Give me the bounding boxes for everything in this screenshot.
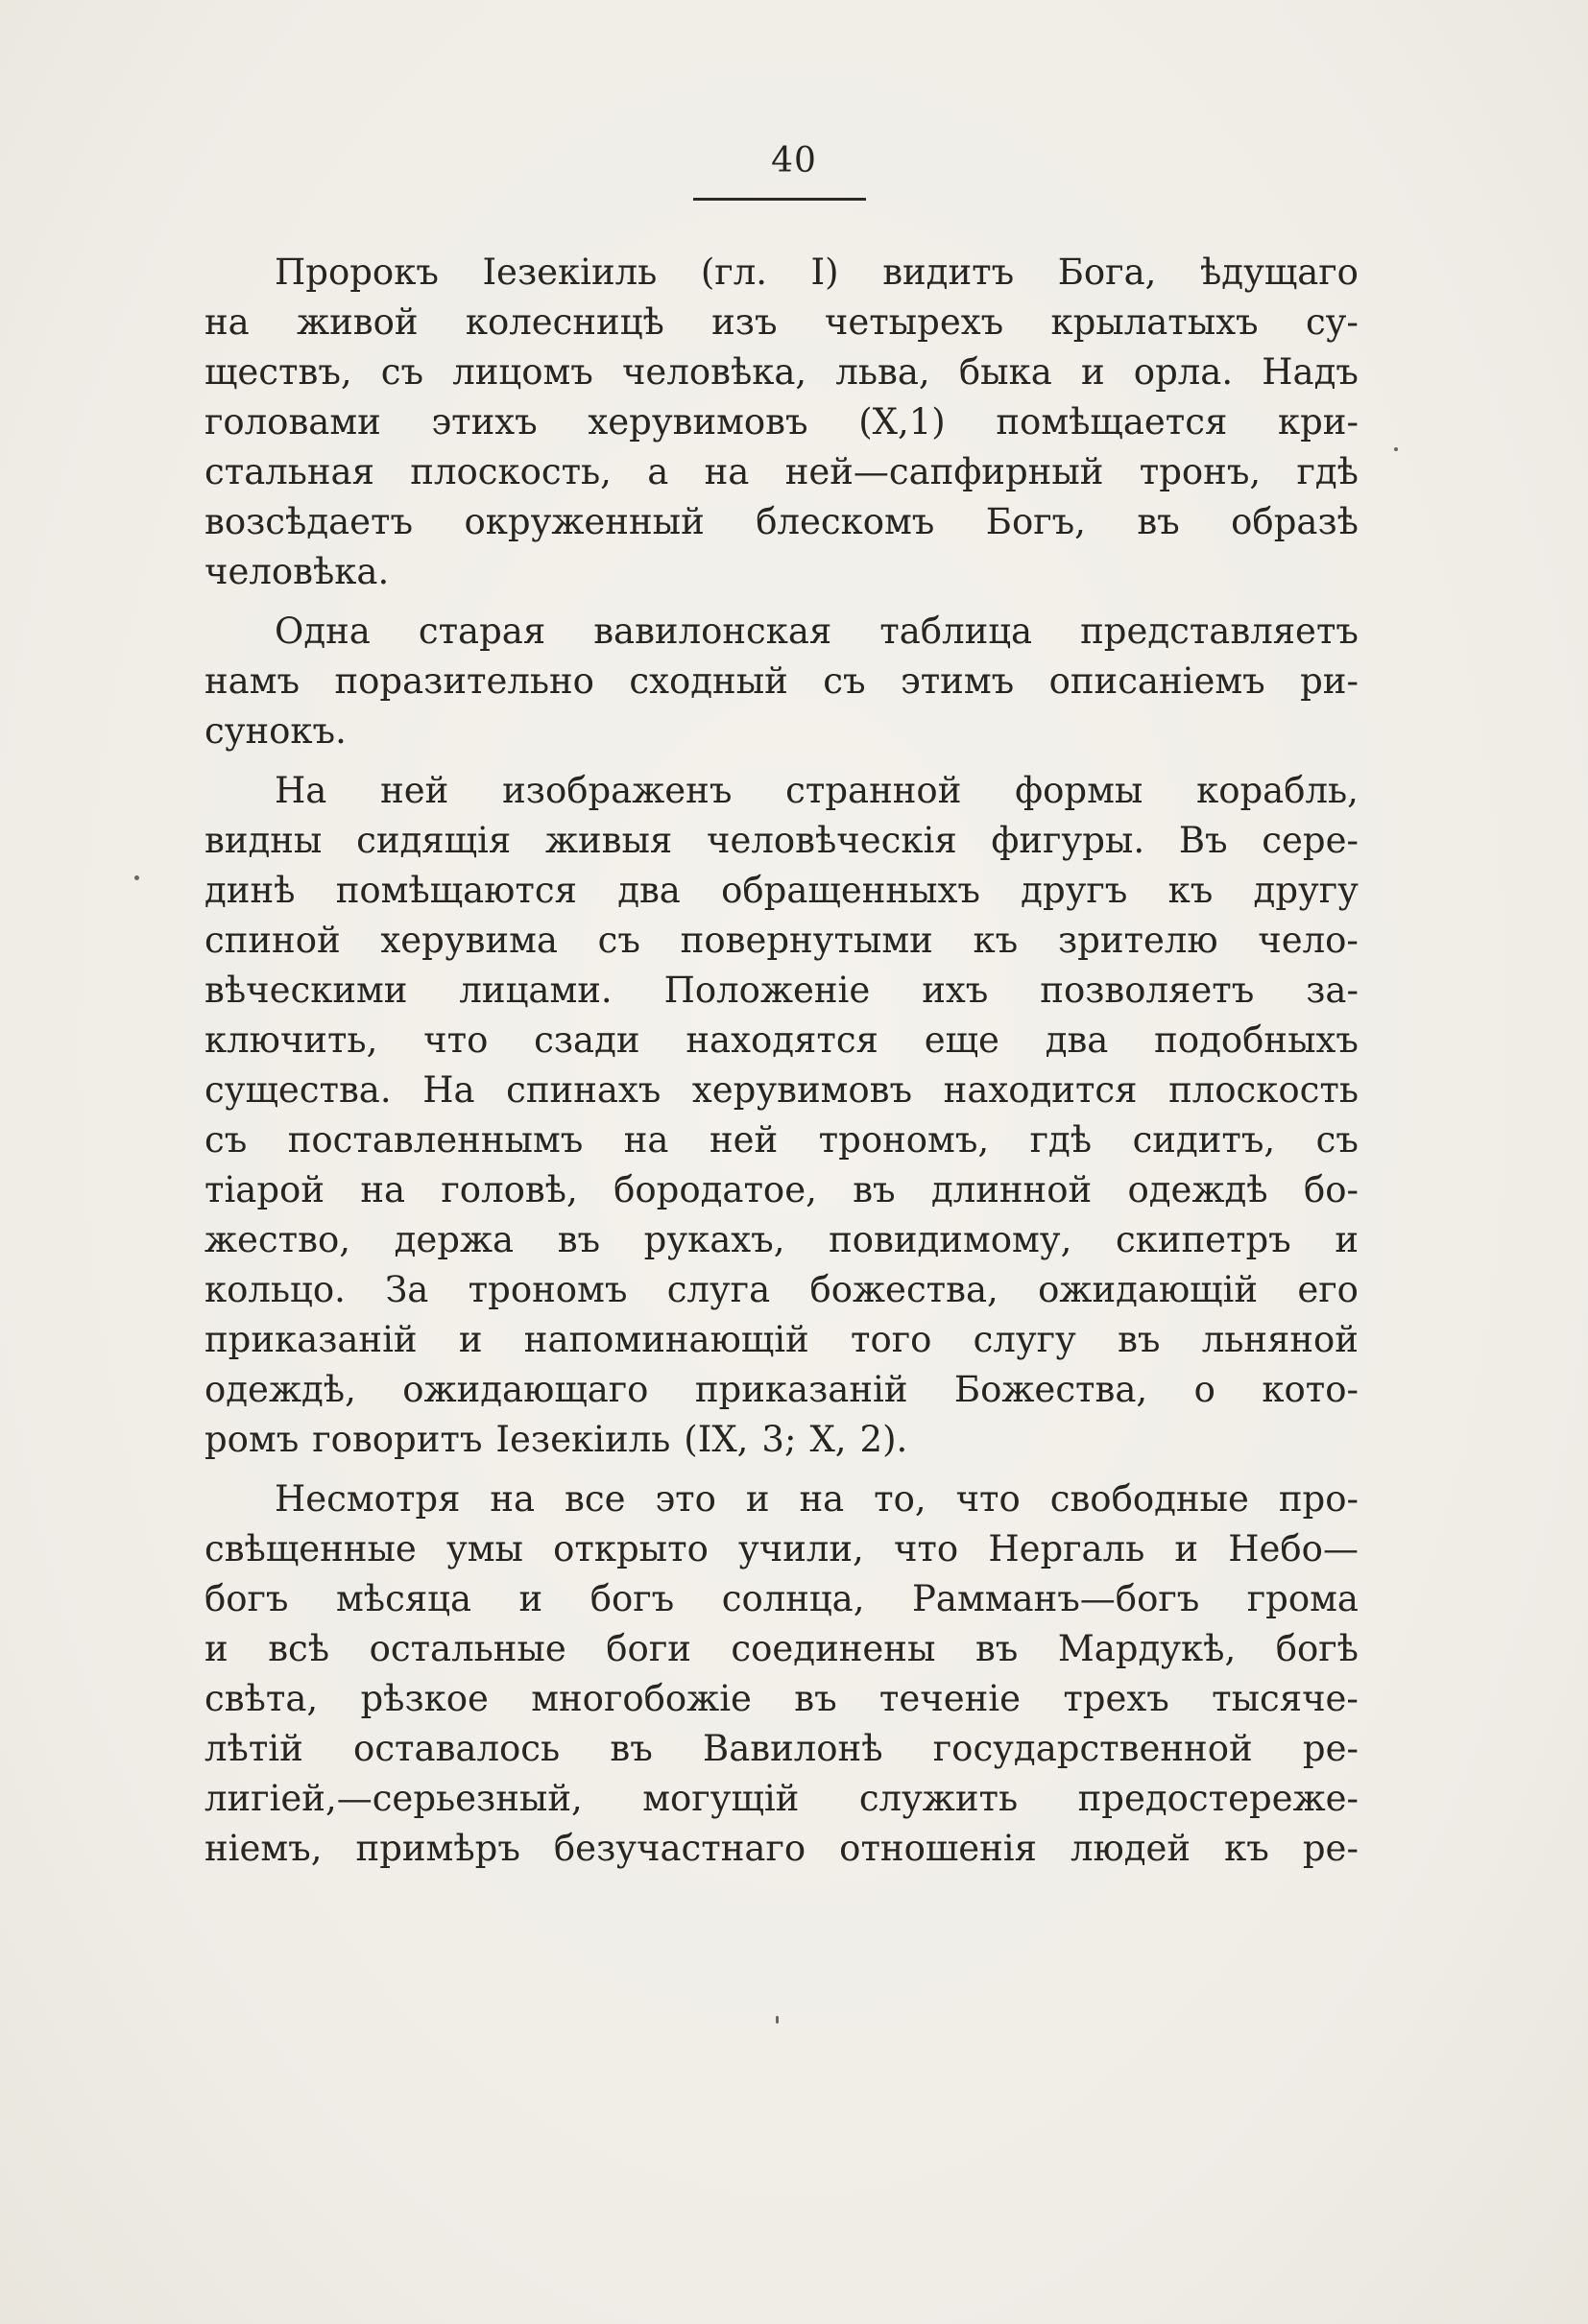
- word: находятся: [686, 1019, 878, 1061]
- word: странной: [785, 770, 962, 811]
- word: служить: [858, 1778, 1019, 1819]
- word: скипетръ: [1115, 1219, 1291, 1260]
- text-line: [205, 1215, 1359, 1265]
- word: остальные: [369, 1628, 566, 1669]
- word: съ: [205, 1119, 248, 1161]
- word: ромъ: [205, 1419, 300, 1460]
- word: помѣщается: [996, 401, 1228, 443]
- word: Бога,: [1057, 252, 1157, 293]
- word: Богъ,: [985, 501, 1086, 542]
- word: безучастнаго: [553, 1828, 806, 1869]
- word: солнца,: [721, 1578, 865, 1619]
- word: Нергаль: [988, 1528, 1145, 1569]
- text-line: [205, 657, 1359, 707]
- word: сунокъ.: [205, 710, 347, 752]
- word: рукахъ,: [643, 1219, 785, 1260]
- word: съ: [597, 920, 640, 961]
- word: въ: [974, 1628, 1019, 1669]
- word: теченіе: [878, 1678, 1022, 1719]
- body-text: [205, 248, 1359, 1874]
- text-line: [205, 1415, 1359, 1465]
- text-line: [205, 766, 1359, 816]
- word: стальная: [205, 451, 374, 492]
- word: су-: [1305, 301, 1359, 343]
- word: другъ: [1021, 870, 1128, 911]
- word: динѣ: [205, 870, 296, 911]
- word: чело-: [1258, 920, 1359, 961]
- word: херувимовъ: [691, 1069, 913, 1111]
- word: X,: [809, 1419, 847, 1460]
- paragraph-gap: [205, 597, 1359, 607]
- word: Рамманъ—богъ: [912, 1578, 1200, 1619]
- word: вавилонская: [593, 611, 832, 652]
- word: представляетъ: [1080, 611, 1359, 652]
- word: и: [1335, 1219, 1359, 1260]
- word: поразительно: [334, 660, 594, 702]
- word: его: [1297, 1269, 1359, 1310]
- word: окруженный: [464, 501, 705, 542]
- word: божества,: [809, 1269, 999, 1310]
- word: ре-: [1302, 1828, 1359, 1869]
- word: видитъ: [882, 252, 1015, 293]
- word: могущій: [642, 1778, 800, 1819]
- word: одеждѣ,: [205, 1369, 356, 1410]
- word: ней—сапфирный: [784, 451, 1104, 492]
- word: ре-: [1302, 1728, 1359, 1769]
- word: сзади: [534, 1019, 640, 1061]
- word: на: [799, 1478, 845, 1520]
- word: Въ: [1178, 820, 1228, 861]
- word: Положеніе: [663, 970, 871, 1011]
- word: этимъ: [900, 660, 1015, 702]
- word: изъ: [711, 301, 778, 343]
- word: человѣка,: [621, 351, 807, 393]
- word: трономъ,: [818, 1119, 990, 1161]
- word: (X,1): [858, 401, 946, 443]
- word: съ: [823, 660, 866, 702]
- word: и: [1080, 351, 1105, 393]
- text-line: [205, 298, 1359, 347]
- word: тронъ,: [1139, 451, 1262, 492]
- word: богъ: [589, 1578, 675, 1619]
- page-header: [0, 141, 1588, 180]
- word: Одна: [275, 611, 371, 652]
- print-speck: [776, 2016, 779, 2024]
- word: въ: [610, 1728, 653, 1769]
- word: Божества,: [953, 1369, 1148, 1410]
- text-line: [205, 1265, 1359, 1315]
- word: повидимому,: [829, 1219, 1072, 1260]
- text-line: [205, 1774, 1359, 1824]
- text-line: [205, 1474, 1359, 1524]
- word: и: [518, 1578, 543, 1619]
- word: слугу: [973, 1319, 1076, 1360]
- word: Іезекіиль: [482, 252, 658, 293]
- word: отношенія: [839, 1828, 1037, 1869]
- word: человѣка.: [205, 551, 390, 592]
- word: лѣтій: [205, 1728, 303, 1769]
- text-line: [205, 916, 1359, 966]
- word: Вавилонѣ: [703, 1728, 883, 1769]
- word: обращенныхъ: [721, 870, 980, 911]
- word: вѣческими: [205, 970, 408, 1011]
- text-line: [205, 497, 1359, 547]
- word: Мардукѣ,: [1057, 1628, 1237, 1669]
- word: къ: [1224, 1828, 1269, 1869]
- text-line: [205, 1674, 1359, 1724]
- word: ней: [709, 1119, 779, 1161]
- word: грома: [1246, 1578, 1359, 1619]
- word: образѣ: [1231, 501, 1359, 542]
- word: лицомъ: [452, 351, 593, 393]
- text-line: [205, 816, 1359, 866]
- word: свѣщенные: [205, 1528, 417, 1569]
- text-line: [205, 347, 1359, 397]
- word: головами: [205, 401, 381, 443]
- word: описаніемъ: [1048, 660, 1265, 702]
- word: что: [893, 1528, 959, 1569]
- word: то,: [874, 1478, 926, 1520]
- word: сходный: [629, 660, 788, 702]
- word: за-: [1306, 970, 1359, 1011]
- word: свѣта,: [205, 1678, 319, 1719]
- word: видны: [205, 820, 323, 861]
- word: лигіей,—серьезный,: [205, 1778, 583, 1819]
- text-line: [205, 1824, 1359, 1874]
- word: государственной: [932, 1728, 1253, 1769]
- word: лицами.: [459, 970, 613, 1011]
- word: сидитъ,: [1132, 1119, 1276, 1161]
- word: тіарой: [205, 1169, 325, 1210]
- word: старая: [418, 611, 546, 652]
- word: ожидающій: [1038, 1269, 1259, 1310]
- text-line: [205, 1315, 1359, 1365]
- word: Іезекіиль: [495, 1419, 671, 1460]
- word: таблица: [879, 611, 1033, 652]
- word: корабль,: [1196, 770, 1359, 811]
- word: трономъ: [468, 1269, 628, 1310]
- word: съ: [1315, 1119, 1359, 1161]
- word: примѣръ: [355, 1828, 520, 1869]
- word: существа.: [205, 1069, 392, 1111]
- word: къ: [973, 920, 1019, 961]
- word: поставленнымъ: [287, 1119, 584, 1161]
- word: ѣдущаго: [1199, 252, 1359, 293]
- word: Надъ: [1262, 351, 1359, 393]
- word: льва,: [835, 351, 930, 393]
- word: живыя: [544, 820, 673, 861]
- word: изображенъ: [502, 770, 733, 811]
- word: Небо—: [1228, 1528, 1359, 1569]
- word: бородатое,: [614, 1169, 817, 1210]
- print-speck: [134, 875, 139, 880]
- word: про-: [1278, 1478, 1359, 1520]
- text-line: [205, 1524, 1359, 1574]
- text-line: [205, 607, 1359, 657]
- word: позволяетъ: [1040, 970, 1255, 1011]
- paragraph-gap: [205, 1465, 1359, 1474]
- word: богѣ: [1275, 1628, 1359, 1669]
- word: На: [422, 1069, 475, 1111]
- word: Пророкъ: [275, 252, 439, 293]
- word: на: [623, 1119, 669, 1161]
- text-line: [205, 1165, 1359, 1215]
- word: подобныхъ: [1154, 1019, 1359, 1061]
- word: ихъ: [922, 970, 989, 1011]
- word: боги: [606, 1628, 691, 1669]
- text-line: [205, 1624, 1359, 1674]
- text-line: [205, 866, 1359, 916]
- word: плоскость,: [410, 451, 612, 492]
- word: За: [385, 1269, 429, 1310]
- text-line: [205, 1016, 1359, 1066]
- word: слуга: [666, 1269, 771, 1310]
- word: гдѣ: [1029, 1119, 1093, 1161]
- word: находится: [943, 1069, 1138, 1111]
- word: другу: [1253, 870, 1359, 911]
- word: кольцо.: [205, 1269, 346, 1310]
- paragraph-gap: [205, 756, 1359, 766]
- word: въ: [1137, 501, 1180, 542]
- word: въ: [853, 1169, 896, 1210]
- word: рѣзкое: [360, 1678, 489, 1719]
- word: и: [745, 1478, 770, 1520]
- word: одеждѣ: [1127, 1169, 1268, 1210]
- word: I): [810, 252, 839, 293]
- word: и: [458, 1319, 483, 1360]
- word: соединены: [731, 1628, 936, 1669]
- word: на: [704, 451, 750, 492]
- word: всѣ: [268, 1628, 330, 1669]
- text-line: [205, 1724, 1359, 1774]
- word: Несмотря: [275, 1478, 461, 1520]
- text-line: [205, 1066, 1359, 1115]
- word: въ: [557, 1219, 601, 1260]
- word: что: [423, 1019, 489, 1061]
- word: головѣ,: [441, 1169, 578, 1210]
- word: повернутыми: [680, 920, 933, 961]
- word: 2).: [859, 1419, 908, 1460]
- word: на: [490, 1478, 536, 1520]
- word: и: [205, 1628, 229, 1669]
- word: помѣщаются: [335, 870, 577, 911]
- word: къ: [1167, 870, 1214, 911]
- word: держа: [394, 1219, 515, 1260]
- text-line: [205, 248, 1359, 298]
- word: учили,: [738, 1528, 864, 1569]
- word: орла.: [1133, 351, 1234, 393]
- word: формы: [1015, 770, 1143, 811]
- word: гдѣ: [1296, 451, 1359, 492]
- word: свободные: [1049, 1478, 1249, 1520]
- word: два: [1045, 1019, 1109, 1061]
- word: человѣческія: [707, 820, 957, 861]
- word: живой: [297, 301, 419, 343]
- word: сере-: [1262, 820, 1359, 861]
- word: людей: [1071, 1828, 1191, 1869]
- text-line: [205, 1574, 1359, 1624]
- text-line: [205, 966, 1359, 1016]
- word: 3;: [761, 1419, 797, 1460]
- text-line: [205, 397, 1359, 447]
- word: того: [850, 1319, 932, 1360]
- word: ней: [380, 770, 449, 811]
- word: умы: [445, 1528, 523, 1569]
- word: кри-: [1277, 401, 1359, 443]
- word: спиной: [205, 920, 341, 961]
- word: колесницѣ: [465, 301, 664, 343]
- word: херувимовъ: [588, 401, 808, 443]
- word: богъ: [205, 1578, 289, 1619]
- word: мѣсяца: [336, 1578, 472, 1619]
- word: все: [565, 1478, 626, 1520]
- word: еще: [924, 1019, 999, 1061]
- word: въ: [1118, 1319, 1161, 1360]
- word: два: [617, 870, 681, 911]
- word: фигуры.: [991, 820, 1145, 861]
- word: напоминающій: [523, 1319, 809, 1360]
- word: длинной: [930, 1169, 1093, 1210]
- word: ніемъ,: [205, 1828, 323, 1869]
- word: сидящія: [356, 820, 512, 861]
- word: На: [275, 770, 327, 811]
- word: тысяче-: [1212, 1678, 1359, 1719]
- word: кото-: [1262, 1369, 1359, 1410]
- word: (гл.: [700, 252, 767, 293]
- word: о: [1193, 1369, 1215, 1410]
- word: а: [647, 451, 669, 492]
- word: что: [955, 1478, 1021, 1520]
- word: жество,: [205, 1219, 350, 1260]
- word: херувима: [380, 920, 558, 961]
- text-line: [205, 1365, 1359, 1415]
- word: приказаній: [694, 1369, 908, 1410]
- word: этихъ: [431, 401, 538, 443]
- word: зрителю: [1057, 920, 1218, 961]
- text-line: [205, 547, 1359, 597]
- page-number: 40: [771, 141, 817, 180]
- word: приказаній: [205, 1319, 418, 1360]
- word: (IX,: [684, 1419, 749, 1460]
- word: трехъ: [1063, 1678, 1169, 1719]
- word: на: [360, 1169, 406, 1210]
- word: спинахъ: [506, 1069, 662, 1111]
- word: блескомъ: [756, 501, 935, 542]
- header-rule: [693, 198, 866, 201]
- word: въ: [794, 1678, 837, 1719]
- text-line: [205, 447, 1359, 497]
- text-line: [205, 1115, 1359, 1165]
- word: и: [1174, 1528, 1199, 1569]
- word: плоскость: [1168, 1069, 1359, 1111]
- word: ожидающаго: [402, 1369, 649, 1410]
- word: четырехъ: [824, 301, 1004, 343]
- word: крылатыхъ: [1050, 301, 1259, 343]
- print-speck: [1394, 447, 1398, 451]
- word: льняной: [1201, 1319, 1359, 1360]
- word: на: [205, 301, 250, 343]
- word: это: [655, 1478, 716, 1520]
- word: съ: [380, 351, 424, 393]
- text-line: [205, 707, 1359, 756]
- word: открыто: [553, 1528, 709, 1569]
- word: намъ: [205, 660, 301, 702]
- word: оставалось: [353, 1728, 561, 1769]
- word: предостереже-: [1077, 1778, 1359, 1819]
- word: ществъ,: [205, 351, 352, 393]
- word: бо-: [1303, 1169, 1359, 1210]
- word: быка: [958, 351, 1052, 393]
- word: говоритъ: [312, 1419, 483, 1460]
- word: ключить,: [205, 1019, 378, 1061]
- word: многобожіе: [531, 1678, 752, 1719]
- word: ри-: [1300, 660, 1359, 702]
- word: возсѣдаетъ: [205, 501, 414, 542]
